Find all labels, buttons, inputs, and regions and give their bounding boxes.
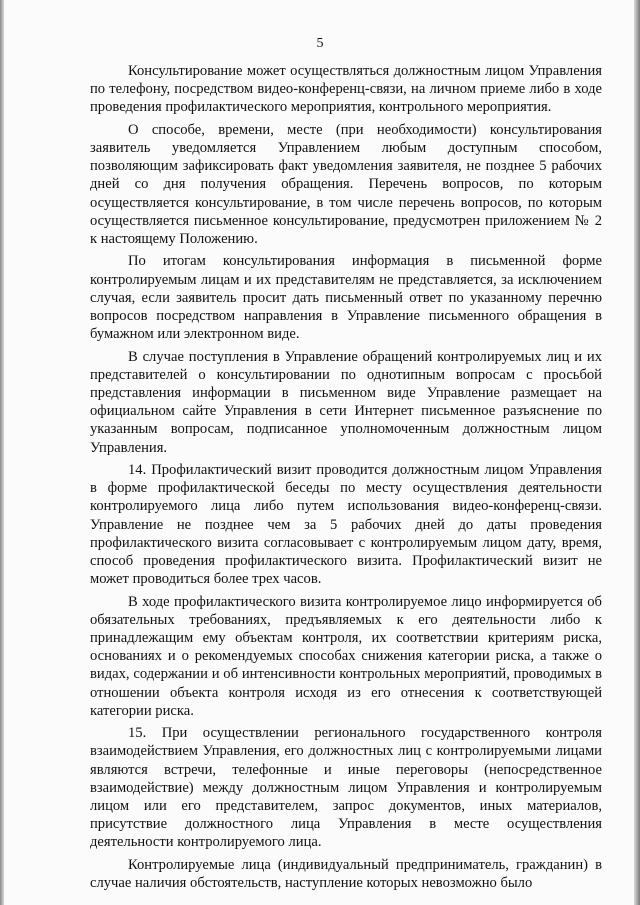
- paragraph-controlled-persons: Контролируемые лица (индивидуальный предприниматель, гражданин) в случае наличия обстоятельств, наступление которых невозможно было: [90, 856, 602, 892]
- scan-edge-right: [634, 0, 640, 905]
- paragraph-consulting-methods: Консультирование может осуществляться должностным лицом Управления по телефону, посредством видео-конференц-связи, на личном приеме либо в ходе проведения профилактического мероприятия, контрольного мероприятия.: [90, 63, 602, 116]
- scan-edge-left: [0, 0, 4, 905]
- document-body: [90, 62, 602, 896]
- paragraph-visit-information: В ходе профилактического визита контролируемое лицо информируется об обязательных требованиях, предъявляемых к его деятельности либо к принадлежащим ему объектам контроля, их соответствии критериям риска, основаниях и о рекомендуемых способах снижения категории риска, а также о видах, содержании и об интенсивности контрольных мероприятий, проводимых в отношении объекта контроля исходя из его отнесения к соответствующей категории риска.: [90, 593, 602, 719]
- paragraph-interaction: 15. При осуществлении регионального государственного контроля взаимодействием Управления, его должностных лиц с контролируемыми лицами являются встречи, телефонные и иные переговоры (непосредственное взаимодействие) между должностным лицом Управления и контролируемым лицом или его представителем, запрос документов, иных материалов, присутствие должностного лица Управления в месте осуществления деятельности контролируемого лица.: [90, 725, 602, 851]
- paragraph-written-clarification: В случае поступления в Управление обращений контролируемых лиц и их представителей о консультировании по однотипным вопросам с просьбой представления информации в письменном виде Управление размещает на официальном сайте Управления в сети Интернет письменное разъяснение по указанным вопросам, подписанное уполномоченным должностным лицом Управления.: [90, 348, 602, 456]
- paragraph-consulting-results: По итогам консультирования информация в письменной форме контролируемым лицам и их представителям не представляется, за исключением случая, если заявитель просит дать письменный ответ по указанному перечню вопросов посредством направления в Управление письменного обращения в бумажном или электронном виде.: [90, 253, 602, 343]
- paragraph-consulting-notification: О способе, времени, месте (при необходимости) консультирования заявитель уведомляется Управлением любым доступным способом, позволяющим зафиксировать факт уведомления заявителя, не позднее 5 рабочих дней со дня получения обращения. Перечень вопросов, по которым осуществляется консультирование, в том числе перечень вопросов, по которым осуществляется письменное консультирование, предусмотрен приложением № 2 к настоящему Положению.: [90, 121, 602, 248]
- paragraph-preventive-visit: 14. Профилактический визит проводится должностным лицом Управления в форме профилактической беседы по месту осуществления деятельности контролируемого лица либо путем использования видео-конференц-связи. Управление не позднее чем за 5 рабочих дней до даты проведения профилактического визита согласовывает с контролируемым лицом дату, время, способ проведения профилактического визита. Профилактический визит не может проводиться более трех часов.: [90, 462, 602, 588]
- page-number: 5: [316, 36, 324, 51]
